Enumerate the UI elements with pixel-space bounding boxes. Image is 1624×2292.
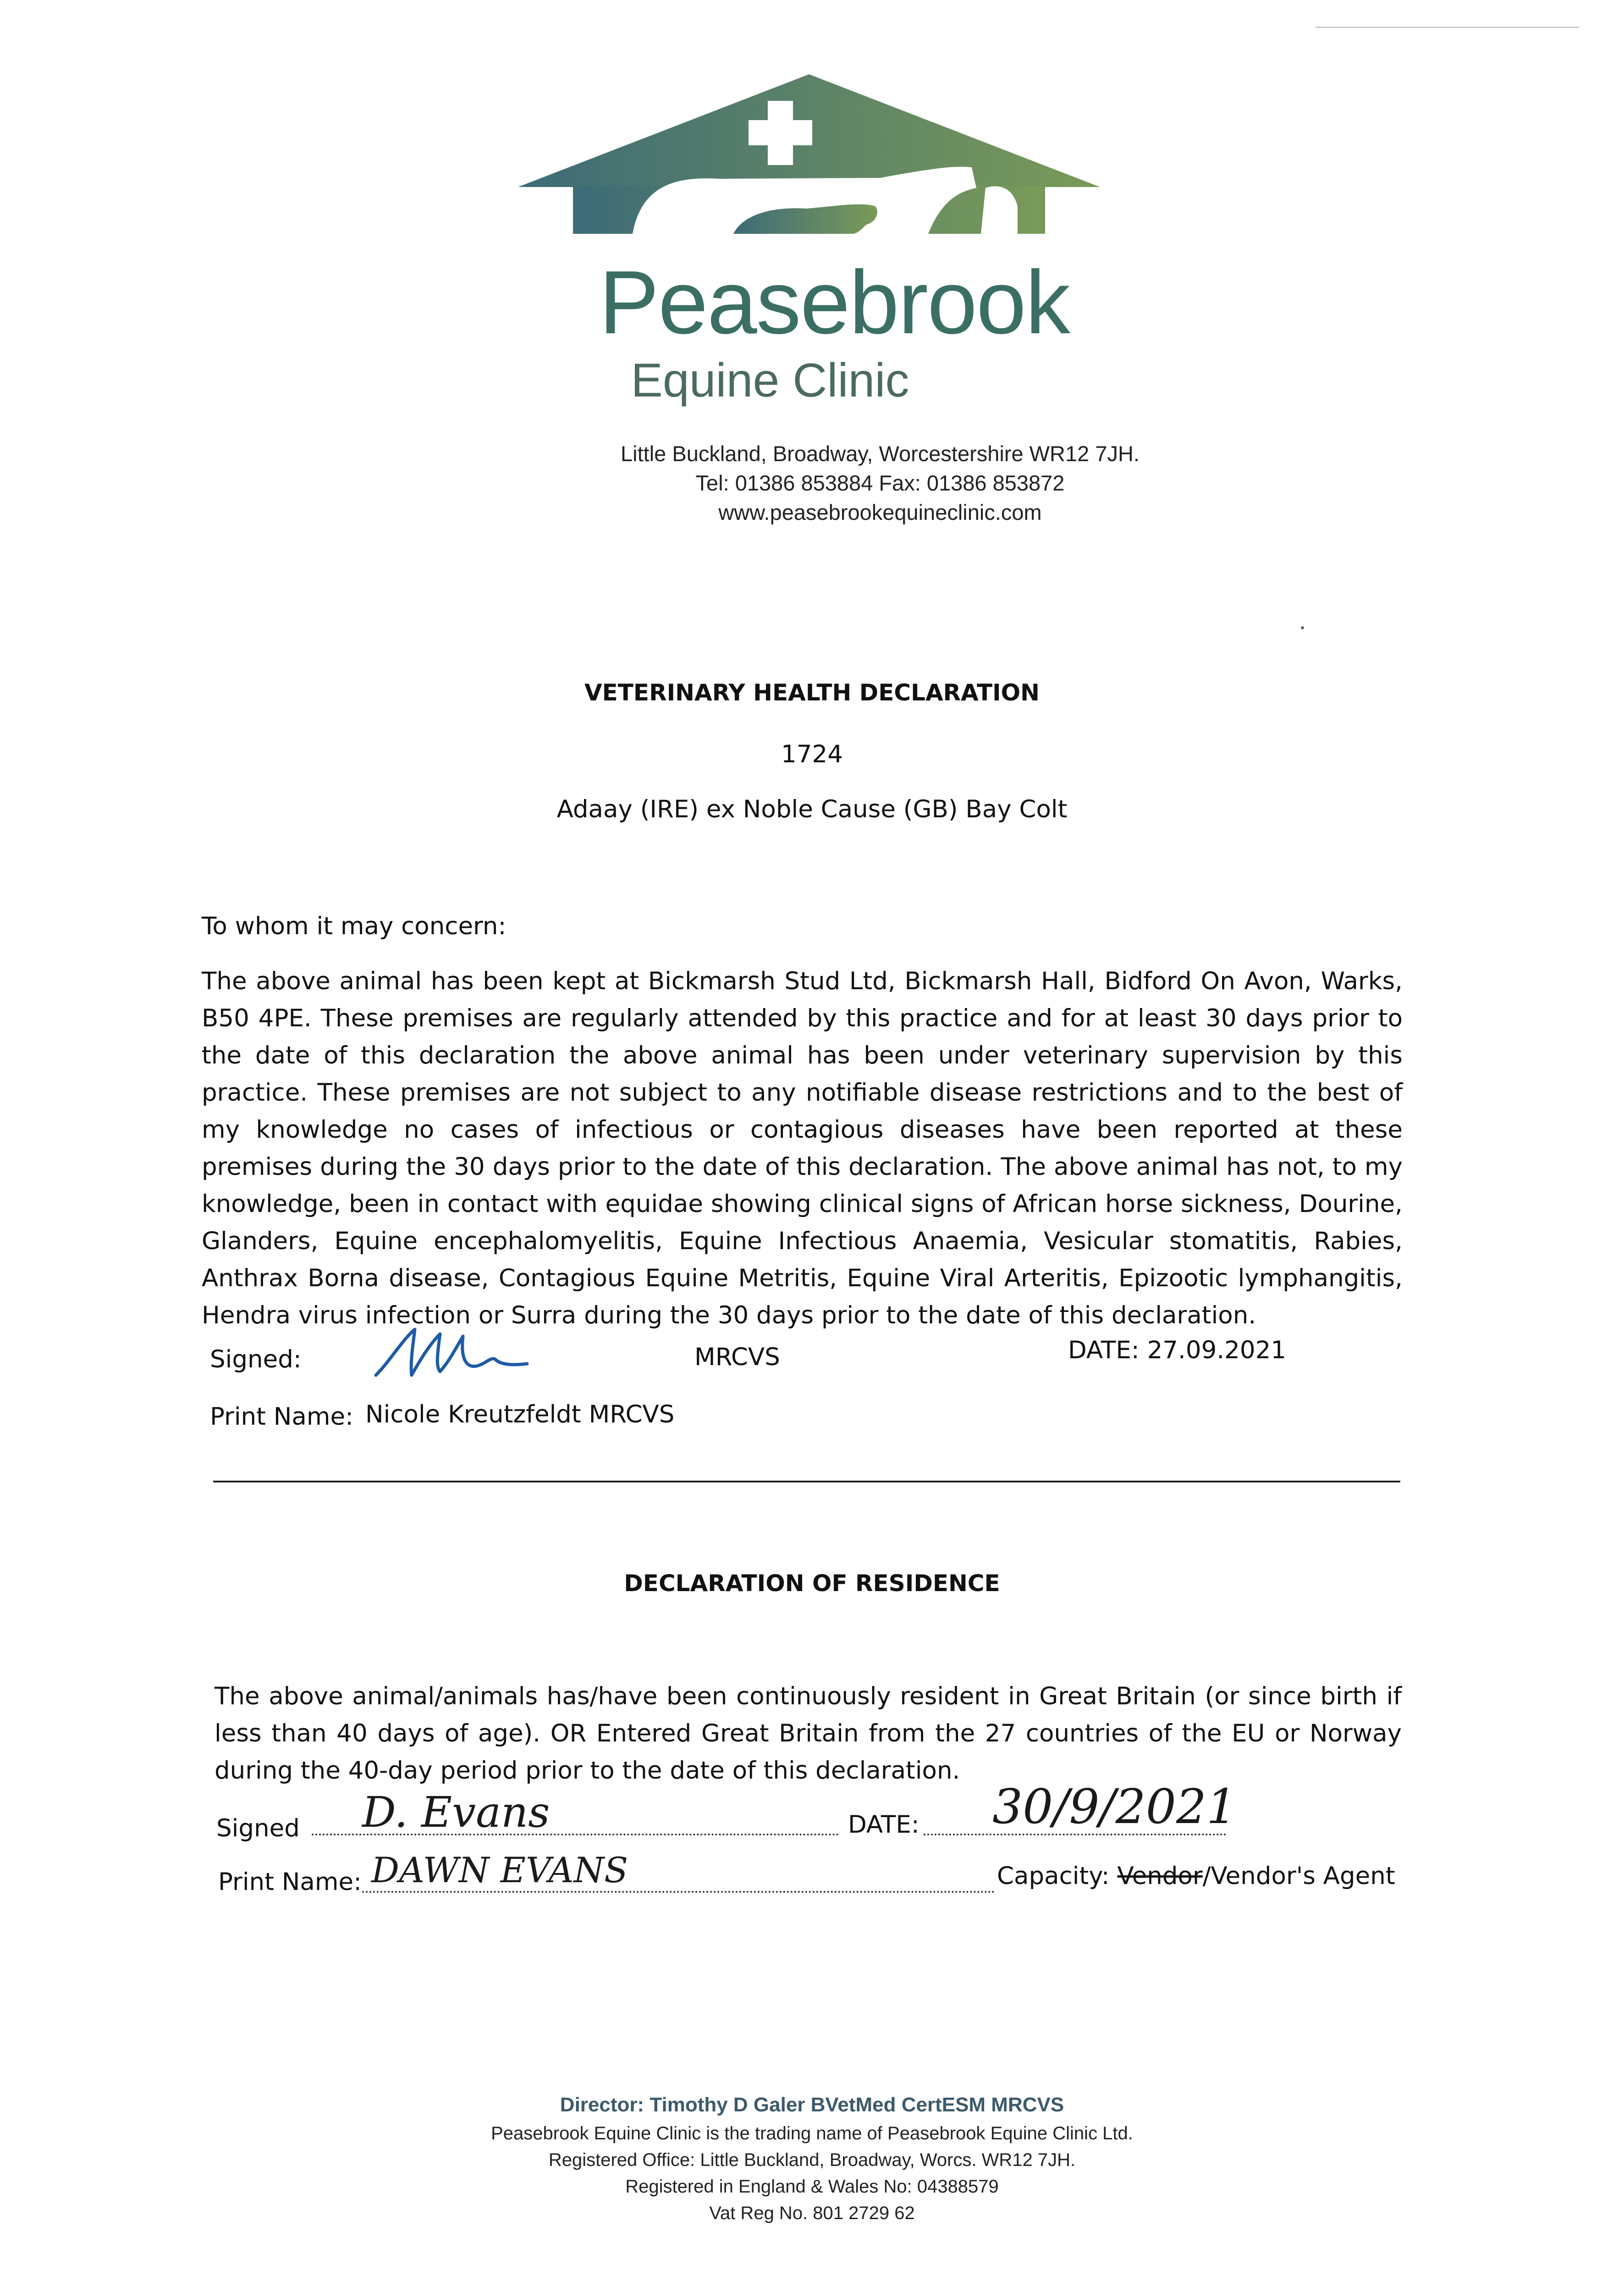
residence-print-name-handwritten: DAWN EVANS <box>371 1850 628 1890</box>
residence-print-name-label: Print Name: <box>218 1868 362 1896</box>
residence-date-label: DATE: <box>848 1811 919 1839</box>
vet-signature <box>371 1320 536 1389</box>
scan-speck <box>1301 626 1304 629</box>
top-rule <box>1316 27 1579 28</box>
health-declaration-title: VETERINARY HEALTH DECLARATION <box>584 679 1040 706</box>
capacity-struck-vendor: Vendor <box>1117 1862 1203 1890</box>
health-declaration-date: DATE: 27.09.2021 <box>1068 1336 1287 1364</box>
capacity-value: /Vendor's Agent <box>1202 1862 1395 1890</box>
capacity-field <box>997 1862 1395 1890</box>
clinic-name: Peasebrook <box>599 252 1070 353</box>
capacity-label: Capacity: <box>997 1862 1110 1890</box>
health-declaration-body: The above animal has been kept at Bickmarsh Stud Ltd, Bickmarsh Hall, Bidford On Avon, Warks, B50 4PE. These premises are regularly attended by this practice and for at least 30 days prior to the date of this declaration the above animal has been under veterinary supervision by this practice. These premises are not subject to any notifiable disease restrictions and to the best of my knowledge no cases of infectious or contagious diseases have been reported at these premises during the 30 days prior to the date of this declaration. The above animal has not, to my knowledge, been in contact with equidae showing clinical signs of African horse sickness, Dourine, Glanders, Equine encephalomyelitis, Equine Infectious Anaemia, Vesicular stomatitis, Rabies, Anthrax Borna disease, Contagious Equine Metritis, Equine Viral Arteritis, Epizootic lymphangitis, Hendra virus infection or Surra during the 30 days prior to the date of this declaration. <box>202 967 1403 1329</box>
vet-signed-label: Signed: <box>210 1345 302 1373</box>
clinic-website: www.peasebrookequineclinic.com <box>718 500 1042 524</box>
residence-date-handwritten: 30/9/2021 <box>992 1779 1237 1835</box>
footer-trading-name: Peasebrook Equine Clinic is the trading name of Peasebrook Equine Clinic Ltd. <box>491 2123 1133 2143</box>
footer-company-number: Registered in England & Wales No: 04388579 <box>625 2176 999 2197</box>
footer-director: Director: Timothy D Galer BVetMed CertESM MRCVS <box>560 2094 1064 2116</box>
footer-registered-office: Registered Office: Little Buckland, Broadway, Worcs. WR12 7JH. <box>548 2150 1076 2170</box>
declaration-number: 1724 <box>781 740 843 768</box>
residence-signature: D. Evans <box>362 1788 550 1837</box>
residence-print-name-line <box>362 1850 995 1893</box>
vet-print-name: Nicole Kreutzfeldt MRCVS <box>365 1400 675 1428</box>
section-divider <box>213 1481 1400 1482</box>
residence-declaration-body: The above animal/animals has/have been continuously resident in Great Britain (or since birth if less than 40 days of age). OR Entered Great Britain from the 27 countries of the EU or Norway during the 40-day period prior to the date of this declaration. <box>215 1682 1402 1785</box>
footer-vat-number: Vat Reg No. 801 2729 62 <box>709 2203 915 2223</box>
animal-description: Adaay (IRE) ex Noble Cause (GB) Bay Colt <box>556 795 1068 823</box>
clinic-logo <box>513 69 1105 234</box>
clinic-subtitle: Equine Clinic <box>631 354 909 407</box>
residence-date-line <box>924 1779 1237 1835</box>
vet-print-name-label: Print Name: <box>210 1403 353 1431</box>
clinic-phone-fax: Tel: 01386 853884 Fax: 01386 853872 <box>695 471 1065 495</box>
vet-qualification: MRCVS <box>694 1343 780 1371</box>
clinic-address: Little Buckland, Broadway, Worcestershire WR12 7JH. <box>621 441 1140 466</box>
residence-declaration-title: DECLARATION OF RESIDENCE <box>624 1570 1000 1597</box>
salutation: To whom it may concern: <box>202 912 506 940</box>
residence-signed-label: Signed <box>216 1814 300 1842</box>
residence-signed-line <box>312 1788 839 1837</box>
